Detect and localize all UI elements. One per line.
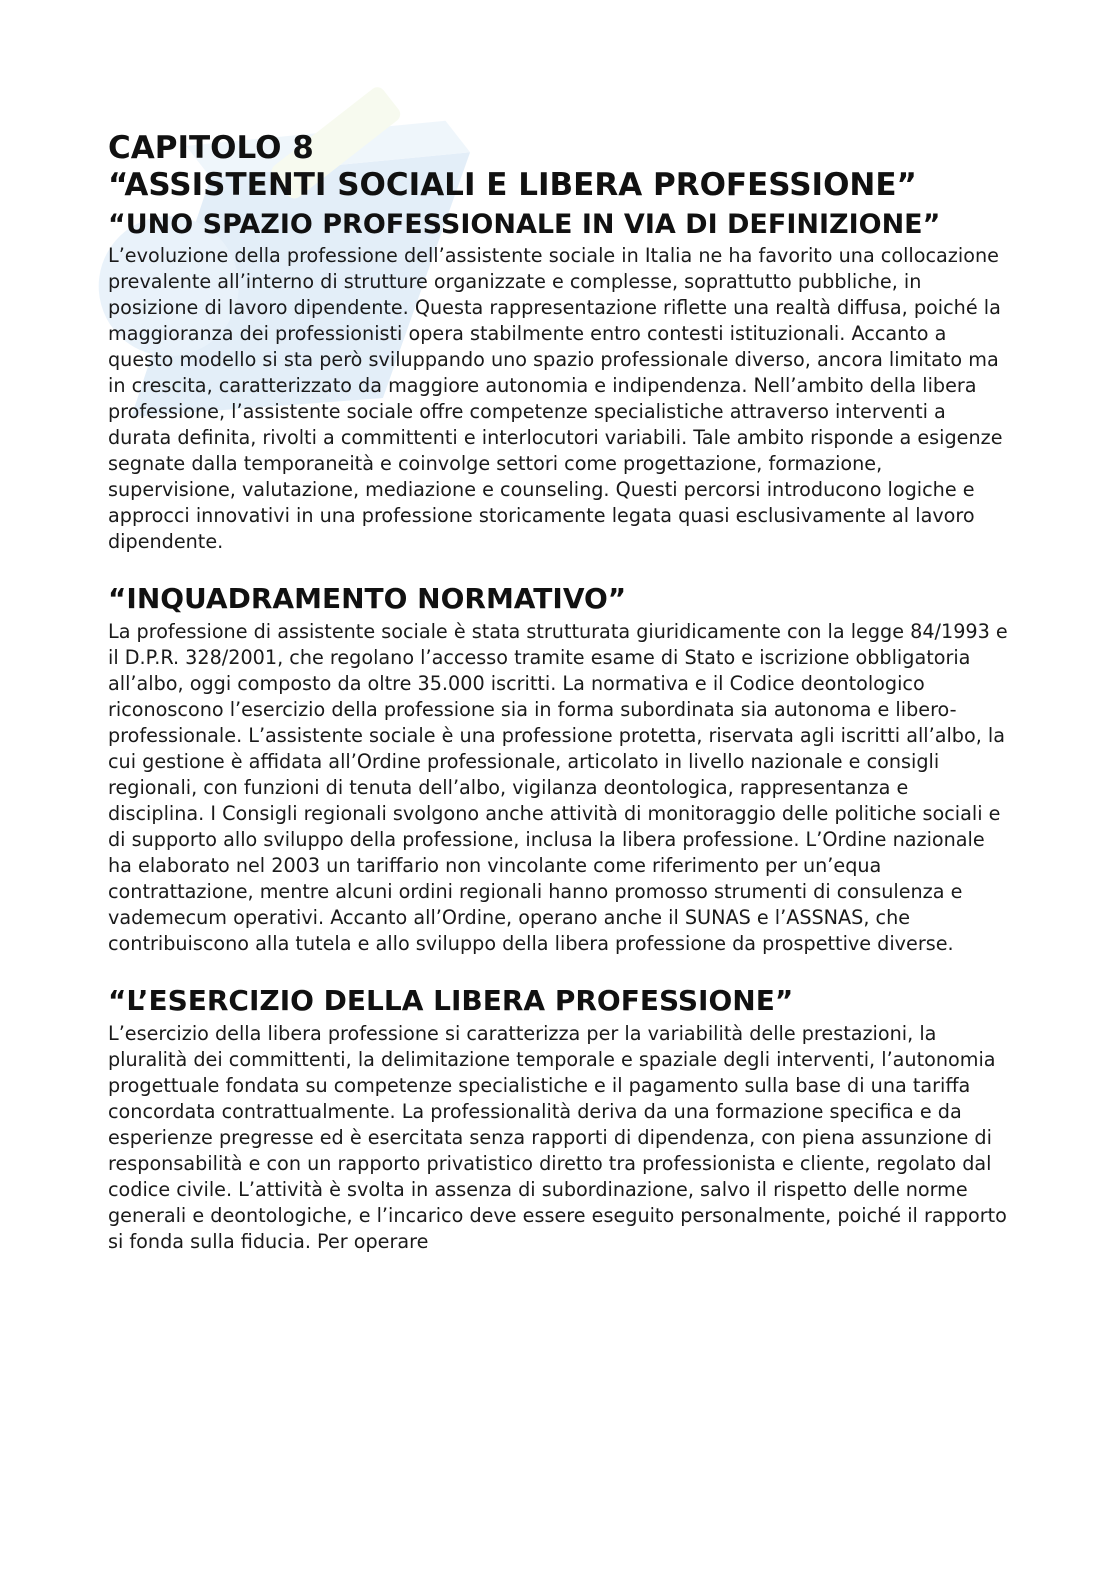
- section-heading-esercizio: “L’ESERCIZIO DELLA LIBERA PROFESSIONE”: [108, 984, 794, 1017]
- section-text-esercizio: L’esercizio della libera professione si caratterizza per la variabilità delle prestazioni, la pluralità dei committenti, la delimitazione temporale e spaziale degli interventi, l’autonomia progettuale fondata su competenze specialistiche e il pagamento sulla base di una tariffa concordata contrattualmente. La professionalità deriva da una formazione specifica e da esperienze pregresse ed è esercitata senza rapporti di dipendenza, con piena assunzione di responsabilità e con un rapporto privatistico diretto tra professionista e cliente, regolato dal codice civile. L’attività è svolta in assenza di subordinazione, salvo il rispetto delle norme generali e deontologiche, e l’incarico deve essere eseguito personalmente, poiché il rapporto si fonda sulla fiducia. Per operare: [108, 1022, 1007, 1253]
- section-text-inquadramento: La professione di assistente sociale è stata strutturata giuridicamente con la legge 84/1993 e il D.P.R. 328/2001, che regolano l’accesso tramite esame di Stato e iscrizione obbligatoria all’albo, oggi composto da oltre 35.000 iscritti. La normativa e il Codice deontologico riconoscono l’esercizio della professione sia in forma subordinata sia autonoma e libero-professionale. L’assistente sociale è una professione protetta, riservata agli iscritti all’albo, la cui gestione è affidata all’Ordine professionale, articolato in livello nazionale e consigli regionali, con funzioni di tenuta dell’albo, vigilanza deontologica, rappresentanza e disciplina. I Consigli regionali svolgono anche attività di monitoraggio delle politiche sociali e di supporto allo sviluppo della professione, inclusa la libera professione. L’Ordine nazionale ha elaborato nel 2003 un tariffario non vincolante come riferimento per un’equa contrattazione, mentre alcuni ordini regionali hanno promosso strumenti di consulenza e vademecum operativi. Accanto all’Ordine, operano anche il SUNAS e l’ASSNAS, che contribuiscono alla tutela e allo sviluppo della libera professione da prospettive diverse.: [108, 620, 1008, 955]
- intro-paragraph: L’evoluzione della professione dell’assistente sociale in Italia ne ha favorito una collocazione prevalente all’interno di strutture organizzate e complesse, soprattutto pubbliche, in posizione di lavoro dipendente. Questa rappresentazione riflette una realtà diffusa, poiché la maggioranza dei professionisti opera stabilmente entro contesti istituzionali. Accanto a questo modello si sta però sviluppando uno spazio professionale diverso, ancora limitato ma in crescita, caratterizzato da maggiore autonomia e indipendenza. Nell’ambito della libera professione, l’assistente sociale offre competenze specialistiche attraverso interventi a durata definita, rivolti a committenti e interlocutori variabili. Tale ambito risponde a esigenze segnate dalla temporaneità e coinvolge settori come progettazione, formazione, supervisione, valutazione, mediazione e counseling. Questi percorsi introducono logiche e approcci innovativi in una professione storicamente legata quasi esclusivamente al lavoro dipendente.: [108, 244, 1003, 553]
- document-page: [108, 130, 1008, 1255]
- chapter-subtitle: “UNO SPAZIO PROFESSIONALE IN VIA DI DEFINIZIONE”: [108, 209, 941, 240]
- section-heading-inquadramento: “INQUADRAMENTO NORMATIVO”: [108, 582, 627, 615]
- chapter-title: “ASSISTENTI SOCIALI E LIBERA PROFESSIONE”: [108, 167, 917, 203]
- chapter-heading: CAPITOLO 8: [108, 130, 314, 166]
